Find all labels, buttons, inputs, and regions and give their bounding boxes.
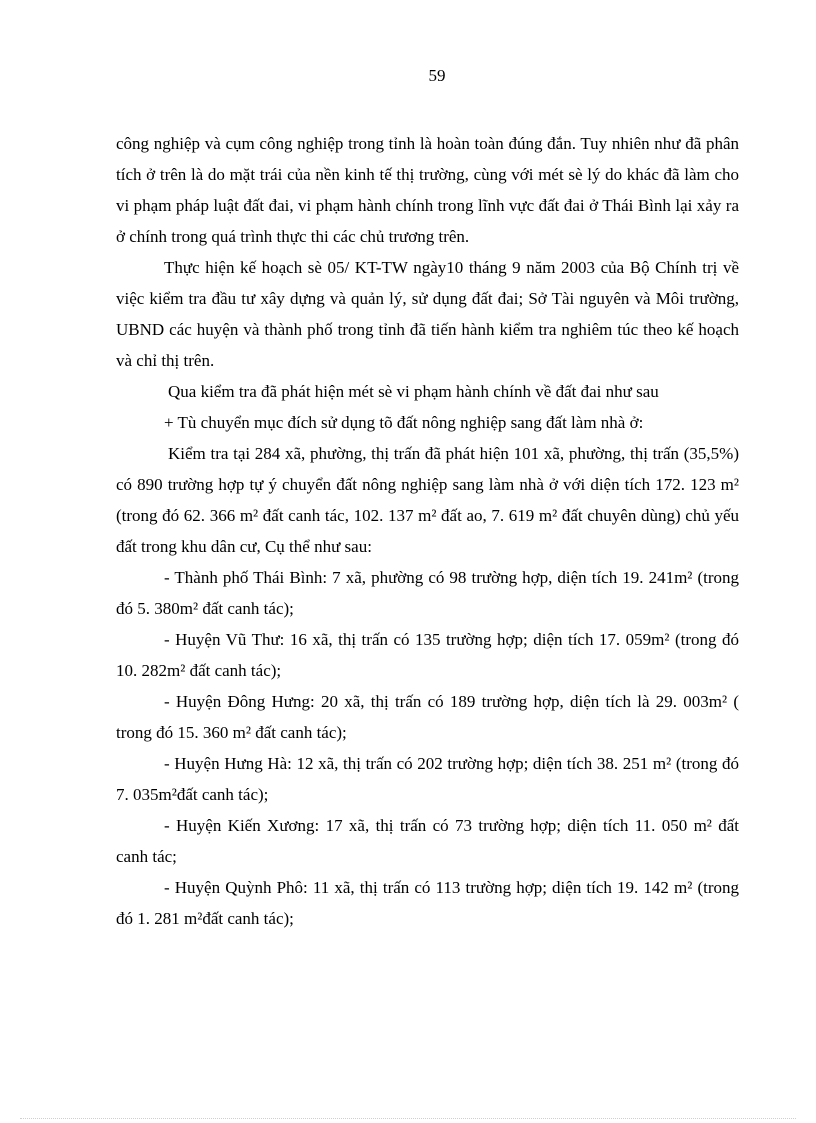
document-body: [116, 128, 739, 934]
page-bottom-divider: [20, 1118, 796, 1119]
paragraph-plan: Thực hiện kế hoạch sè 05/ KT-TW ngày10 tháng 9 năm 2003 của Bộ Chính trị về việc kiểm tra đầu tư xây dựng và quản lý, sử dụng đất đai; Sở Tài nguyên và Môi trường, UBND các huyện và thành phố trong tỉnh đã tiến hành kiểm tra nghiêm túc theo kế hoạch và chỉ thị trên.: [116, 258, 739, 370]
list-item-hung-ha: - Huyện Hưng Hà: 12 xã, thị trấn có 202 trường hợp; diện tích 38. 251 m² (trong đó 7. 035m²đất canh tác);: [116, 754, 739, 804]
paragraph-subheading: + Tù chuyển mục đích sử dụng tõ đất nông nghiệp sang đất làm nhà ở:: [164, 413, 644, 432]
list-item-kien-xuong: - Huyện Kiến Xương: 17 xã, thị trấn có 73 trường hợp; diện tích 11. 050 m² đất canh tác;: [116, 816, 739, 866]
paragraph-continuation: công nghiệp và cụm công nghiệp trong tỉnh là hoàn toàn đúng đắn. Tuy nhiên như đã phân tích ở trên là do mặt trái của nền kinh tế thị trường, cùng với mét sè lý do khác đã làm cho vi phạm pháp luật đất đai, vi phạm hành chính trong lĩnh vực đất đai ở Thái Bình lại xảy ra ở chính trong quá trình thực thi các chủ trương trên.: [116, 134, 739, 246]
paragraph-inspection-intro: Qua kiểm tra đã phát hiện mét sè vi phạm hành chính về đất đai như sau: [168, 382, 659, 401]
list-item-thai-binh-city: - Thành phố Thái Bình: 7 xã, phường có 98 trường hợp, diện tích 19. 241m² (trong đó 5. 380m² đất canh tác);: [116, 568, 739, 618]
page-number: 59: [428, 66, 446, 85]
list-item-quynh-pho: - Huyện Quỳnh Phô: 11 xã, thị trấn có 113 trường hợp; diện tích 19. 142 m² (trong đó 1. 281 m²đất canh tác);: [116, 878, 739, 928]
paragraph-inspection-results: Kiểm tra tại 284 xã, phường, thị trấn đã phát hiện 101 xã, phường, thị trấn (35,5%) có 890 trường hợp tự ý chuyển đất nông nghiệp sang làm nhà ở với diện tích 172. 123 m² (trong đó 62. 366 m² đất canh tác, 102. 137 m² đất ao, 7. 619 m² đất chuyên dùng) chủ yếu đất trong khu dân cư, Cụ thể như sau:: [116, 444, 739, 556]
list-item-dong-hung: - Huyện Đông Hưng: 20 xã, thị trấn có 189 trường hợp, diện tích là 29. 003m² ( trong đó 15. 360 m² đất canh tác);: [116, 692, 739, 742]
list-item-vu-thu: - Huyện Vũ Thư: 16 xã, thị trấn có 135 trường hợp; diện tích 17. 059m² (trong đó 10. 282m² đất canh tác);: [116, 630, 739, 680]
